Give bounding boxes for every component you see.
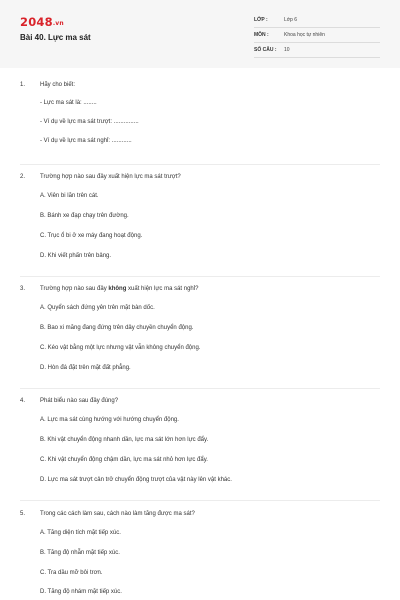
- answer-option-d[interactable]: D. Khi viết phấn trên bảng.: [40, 253, 112, 259]
- brand-logo[interactable]: [20, 15, 64, 29]
- question-text: Trường hợp nào sau đây xuất hiện lực ma sát trượt?: [40, 174, 181, 180]
- answer-option-d[interactable]: D. Hòn đá đặt trên mặt đất phẳng.: [40, 365, 131, 371]
- answer-line: - Lực ma sát là: ........: [40, 100, 97, 106]
- meta-row-count: [254, 45, 380, 58]
- meta-label-subject: MÔN :: [254, 32, 269, 38]
- meta-label-class: LỚP :: [254, 17, 268, 23]
- answer-option-b[interactable]: B. Bao xi măng đang đứng trên dây chuyền chuyển động.: [40, 325, 194, 331]
- meta-row-subject: [254, 30, 380, 43]
- meta-label-count: SỐ CÂU :: [254, 47, 277, 53]
- question-text: Hãy cho biết:: [40, 82, 76, 88]
- question-text: [40, 286, 198, 292]
- divider: [20, 276, 380, 277]
- answer-option-a[interactable]: A. Tăng diện tích mặt tiếp xúc.: [40, 530, 121, 536]
- answer-option-a[interactable]: A. Lực ma sát cùng hướng với hướng chuyển động.: [40, 417, 179, 423]
- answer-option-b[interactable]: B. Khi vật chuyển động nhanh dần, lực ma sát lớn hơn lực đẩy.: [40, 437, 209, 443]
- answer-option-b[interactable]: B. Tăng độ nhẵn mặt tiếp xúc.: [40, 550, 120, 556]
- page-title: Bài 40. Lực ma sát: [20, 33, 91, 42]
- answer-option-c[interactable]: C. Tra dầu mỡ bôi trơn.: [40, 570, 103, 576]
- question-number: 3.: [20, 286, 26, 292]
- meta-value-count: 10: [284, 47, 290, 53]
- brand-name: 2048: [20, 15, 53, 29]
- answer-option-b[interactable]: B. Bánh xe đạp chạy trên đường.: [40, 213, 129, 219]
- answer-option-d[interactable]: D. Lực ma sát trượt cản trở chuyển động trượt của vật này lên vật khác.: [40, 477, 232, 483]
- question-number: 4.: [20, 398, 26, 404]
- meta-value-subject: Khoa học tự nhiên: [284, 32, 325, 38]
- meta-value-class: Lớp 6: [284, 17, 298, 23]
- question-number: 5.: [20, 511, 26, 517]
- divider: [20, 500, 380, 501]
- question-text: Phát biểu nào sau đây đúng?: [40, 398, 119, 404]
- brand-suffix: .vn: [52, 20, 64, 27]
- answer-option-a[interactable]: A. Quyển sách đứng yên trên mặt bàn dốc.: [40, 305, 155, 311]
- divider: [20, 164, 380, 165]
- question-text-start: Trường hợp nào sau đây: [40, 286, 109, 292]
- question-number: 2.: [20, 174, 26, 180]
- answer-option-a[interactable]: A. Viên bi lăn trên cát.: [40, 193, 99, 199]
- question-number: 1.: [20, 82, 26, 88]
- answer-option-d[interactable]: D. Tăng độ nhám mặt tiếp xúc.: [40, 589, 122, 595]
- answer-line: - Ví dụ về lực ma sát nghỉ: ............: [40, 138, 132, 144]
- document-header: [0, 0, 400, 68]
- answer-line: - Ví dụ về lực ma sát trượt: ...............: [40, 119, 139, 125]
- answer-option-c[interactable]: C. Khi vật chuyển động chậm dần, lực ma sát nhỏ hơn lực đẩy.: [40, 457, 208, 463]
- answer-option-c[interactable]: C. Kéo vật bằng một lực nhưng vật vẫn không chuyển động.: [40, 345, 201, 351]
- answer-option-c[interactable]: C. Trục ổ bi ở xe máy đang hoạt động.: [40, 233, 143, 239]
- question-text: Trong các cách làm sau, cách nào làm tăng được ma sát?: [40, 511, 195, 517]
- divider: [20, 388, 380, 389]
- meta-row-class: [254, 15, 380, 28]
- question-text-end: xuất hiện lực ma sát nghỉ?: [126, 286, 199, 292]
- question-text-emphasis: không: [108, 286, 127, 292]
